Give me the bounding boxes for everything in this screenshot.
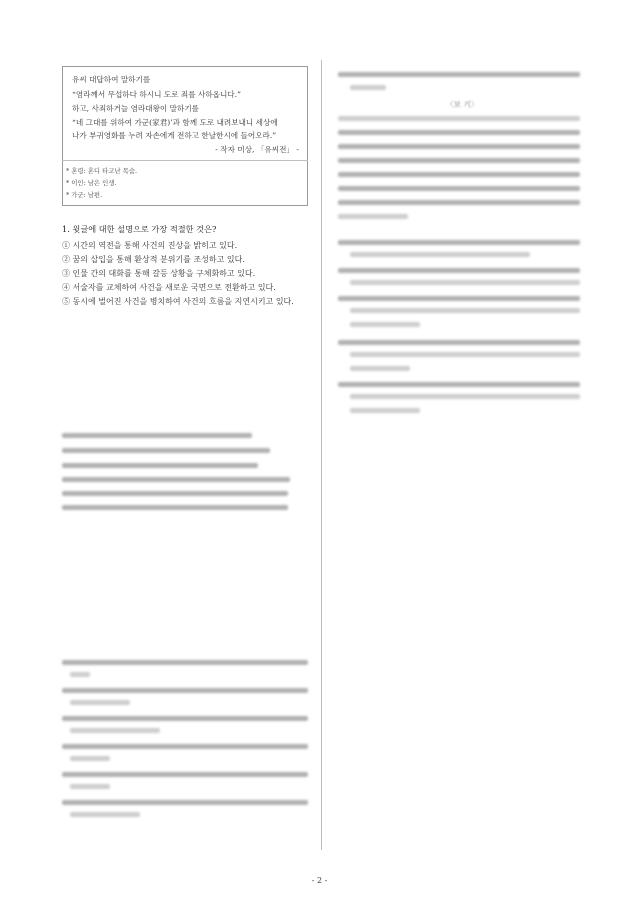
choice-5[interactable]: ⑤ 동시에 벌어진 사건을 병치하여 사건의 흐름을 지연시키고 있다.	[62, 297, 294, 306]
passage-attribution: - 작자 미상, 「유씨전」 -	[215, 145, 299, 154]
page-number: - 2 -	[311, 876, 328, 885]
passage-line: 하고, 사죄하거늘 염라대왕이 말하기를	[72, 104, 200, 113]
choice-2[interactable]: ② 꿈의 삽입을 통해 환상적 분위기를 조성하고 있다.	[62, 255, 245, 264]
footnote: * 가군: 남편.	[66, 191, 103, 199]
footnote: * 혼령: 혼디 타고난 목숨.	[66, 167, 138, 175]
passage-line: 유씨 대답하여 말하기를	[72, 75, 151, 84]
passage-line: “염라께서 무섭하다 하시니 도로 죄를 사하옵니다.”	[72, 90, 241, 99]
bogi-title: 〈보 기〉	[446, 100, 479, 109]
column-divider	[321, 60, 322, 850]
passage-line: “네 그대를 위하여 가군(家君)’과 함께 도로 내려보내니 세상에	[72, 118, 278, 127]
question-1-stem: 1. 윗글에 대한 설명으로 가장 적절한 것은?	[62, 224, 217, 234]
choice-3[interactable]: ③ 인물 간의 대화를 통해 갈등 상황을 구체화하고 있다.	[62, 269, 256, 278]
notes-divider	[62, 160, 308, 161]
footnote: * 이인: 남은 인생.	[66, 179, 117, 187]
choice-1[interactable]: ① 시간의 역전을 통해 사건의 진상을 밝히고 있다.	[62, 241, 238, 250]
choice-4[interactable]: ④ 서술자를 교체하여 사건을 새로운 국면으로 전환하고 있다.	[62, 283, 276, 292]
passage-line: 나가 부귀영화를 누려 자손에게 전하고 한날한시에 들어오라.”	[72, 131, 277, 140]
